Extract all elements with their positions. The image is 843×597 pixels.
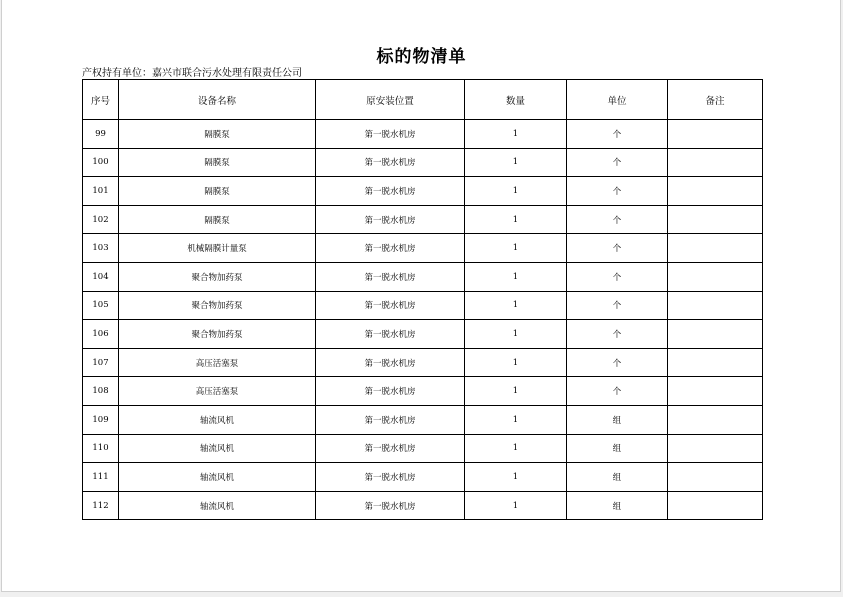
cell-no: 105: [83, 291, 119, 320]
table-row: [83, 148, 763, 177]
cell-qty: 1: [465, 205, 567, 234]
cell-qty: 1: [465, 120, 567, 149]
cell-name: 隔膜泵: [119, 120, 316, 149]
cell-note: [668, 320, 763, 349]
table-row: [83, 234, 763, 263]
cell-unit: 组: [567, 463, 668, 492]
cell-location: 第一脱水机房: [316, 262, 465, 291]
cell-name: 机械隔膜计量泵: [119, 234, 316, 263]
cell-name: 轴流风机: [119, 491, 316, 520]
cell-name: 高压活塞泵: [119, 348, 316, 377]
cell-qty: 1: [465, 348, 567, 377]
cell-location: 第一脱水机房: [316, 491, 465, 520]
cell-note: [668, 405, 763, 434]
cell-name: 隔膜泵: [119, 205, 316, 234]
table-row: [83, 491, 763, 520]
cell-location: 第一脱水机房: [316, 405, 465, 434]
cell-location: 第一脱水机房: [316, 120, 465, 149]
table-row: [83, 262, 763, 291]
cell-qty: 1: [465, 405, 567, 434]
cell-note: [668, 491, 763, 520]
table-row: [83, 348, 763, 377]
equipment-table: [82, 79, 763, 520]
cell-no: 99: [83, 120, 119, 149]
table-row: [83, 405, 763, 434]
cell-name: 高压活塞泵: [119, 377, 316, 406]
cell-note: [668, 234, 763, 263]
cell-note: [668, 262, 763, 291]
cell-location: 第一脱水机房: [316, 348, 465, 377]
cell-unit: 个: [567, 348, 668, 377]
cell-qty: 1: [465, 148, 567, 177]
table-row: [83, 205, 763, 234]
cell-unit: 个: [567, 262, 668, 291]
table-row: [83, 463, 763, 492]
cell-no: 112: [83, 491, 119, 520]
cell-name: 聚合物加药泵: [119, 320, 316, 349]
cell-unit: 个: [567, 177, 668, 206]
cell-unit: 个: [567, 377, 668, 406]
cell-qty: 1: [465, 177, 567, 206]
cell-no: 101: [83, 177, 119, 206]
cell-note: [668, 148, 763, 177]
cell-qty: 1: [465, 491, 567, 520]
cell-location: 第一脱水机房: [316, 377, 465, 406]
cell-note: [668, 291, 763, 320]
cell-note: [668, 463, 763, 492]
cell-note: [668, 205, 763, 234]
cell-location: 第一脱水机房: [316, 177, 465, 206]
cell-name: 隔膜泵: [119, 148, 316, 177]
cell-name: 聚合物加药泵: [119, 262, 316, 291]
cell-note: [668, 434, 763, 463]
cell-qty: 1: [465, 434, 567, 463]
cell-name: 轴流风机: [119, 405, 316, 434]
cell-unit: 个: [567, 205, 668, 234]
cell-no: 111: [83, 463, 119, 492]
cell-qty: 1: [465, 234, 567, 263]
cell-qty: 1: [465, 262, 567, 291]
cell-qty: 1: [465, 320, 567, 349]
table-header-row: [83, 80, 763, 120]
cell-no: 109: [83, 405, 119, 434]
cell-unit: 个: [567, 120, 668, 149]
cell-no: 106: [83, 320, 119, 349]
cell-location: 第一脱水机房: [316, 291, 465, 320]
cell-unit: 组: [567, 491, 668, 520]
table-row: [83, 177, 763, 206]
cell-note: [668, 377, 763, 406]
cell-unit: 个: [567, 234, 668, 263]
table-row: [83, 120, 763, 149]
table-row: [83, 291, 763, 320]
owner-line: 产权持有单位：嘉兴市联合污水处理有限责任公司: [82, 68, 302, 79]
cell-qty: 1: [465, 463, 567, 492]
cell-unit: 组: [567, 434, 668, 463]
cell-no: 102: [83, 205, 119, 234]
cell-unit: 个: [567, 320, 668, 349]
cell-qty: 1: [465, 377, 567, 406]
table-row: [83, 434, 763, 463]
cell-name: 聚合物加药泵: [119, 291, 316, 320]
cell-location: 第一脱水机房: [316, 320, 465, 349]
header-unit: 单位: [567, 80, 668, 120]
document-title: 标的物清单: [376, 47, 467, 67]
cell-unit: 个: [567, 291, 668, 320]
header-qty: 数量: [465, 80, 567, 120]
cell-location: 第一脱水机房: [316, 434, 465, 463]
header-note: 备注: [668, 80, 763, 120]
cell-no: 110: [83, 434, 119, 463]
cell-no: 103: [83, 234, 119, 263]
cell-name: 轴流风机: [119, 463, 316, 492]
table-row: [83, 377, 763, 406]
cell-note: [668, 177, 763, 206]
cell-unit: 个: [567, 148, 668, 177]
cell-note: [668, 120, 763, 149]
cell-no: 108: [83, 377, 119, 406]
cell-no: 100: [83, 148, 119, 177]
cell-no: 107: [83, 348, 119, 377]
cell-note: [668, 348, 763, 377]
cell-name: 轴流风机: [119, 434, 316, 463]
cell-qty: 1: [465, 291, 567, 320]
header-no: 序号: [83, 80, 119, 120]
cell-no: 104: [83, 262, 119, 291]
header-name: 设备名称: [119, 80, 316, 120]
cell-name: 隔膜泵: [119, 177, 316, 206]
cell-location: 第一脱水机房: [316, 148, 465, 177]
cell-location: 第一脱水机房: [316, 463, 465, 492]
cell-location: 第一脱水机房: [316, 234, 465, 263]
cell-location: 第一脱水机房: [316, 205, 465, 234]
cell-unit: 组: [567, 405, 668, 434]
table-row: [83, 320, 763, 349]
header-location: 原安装位置: [316, 80, 465, 120]
